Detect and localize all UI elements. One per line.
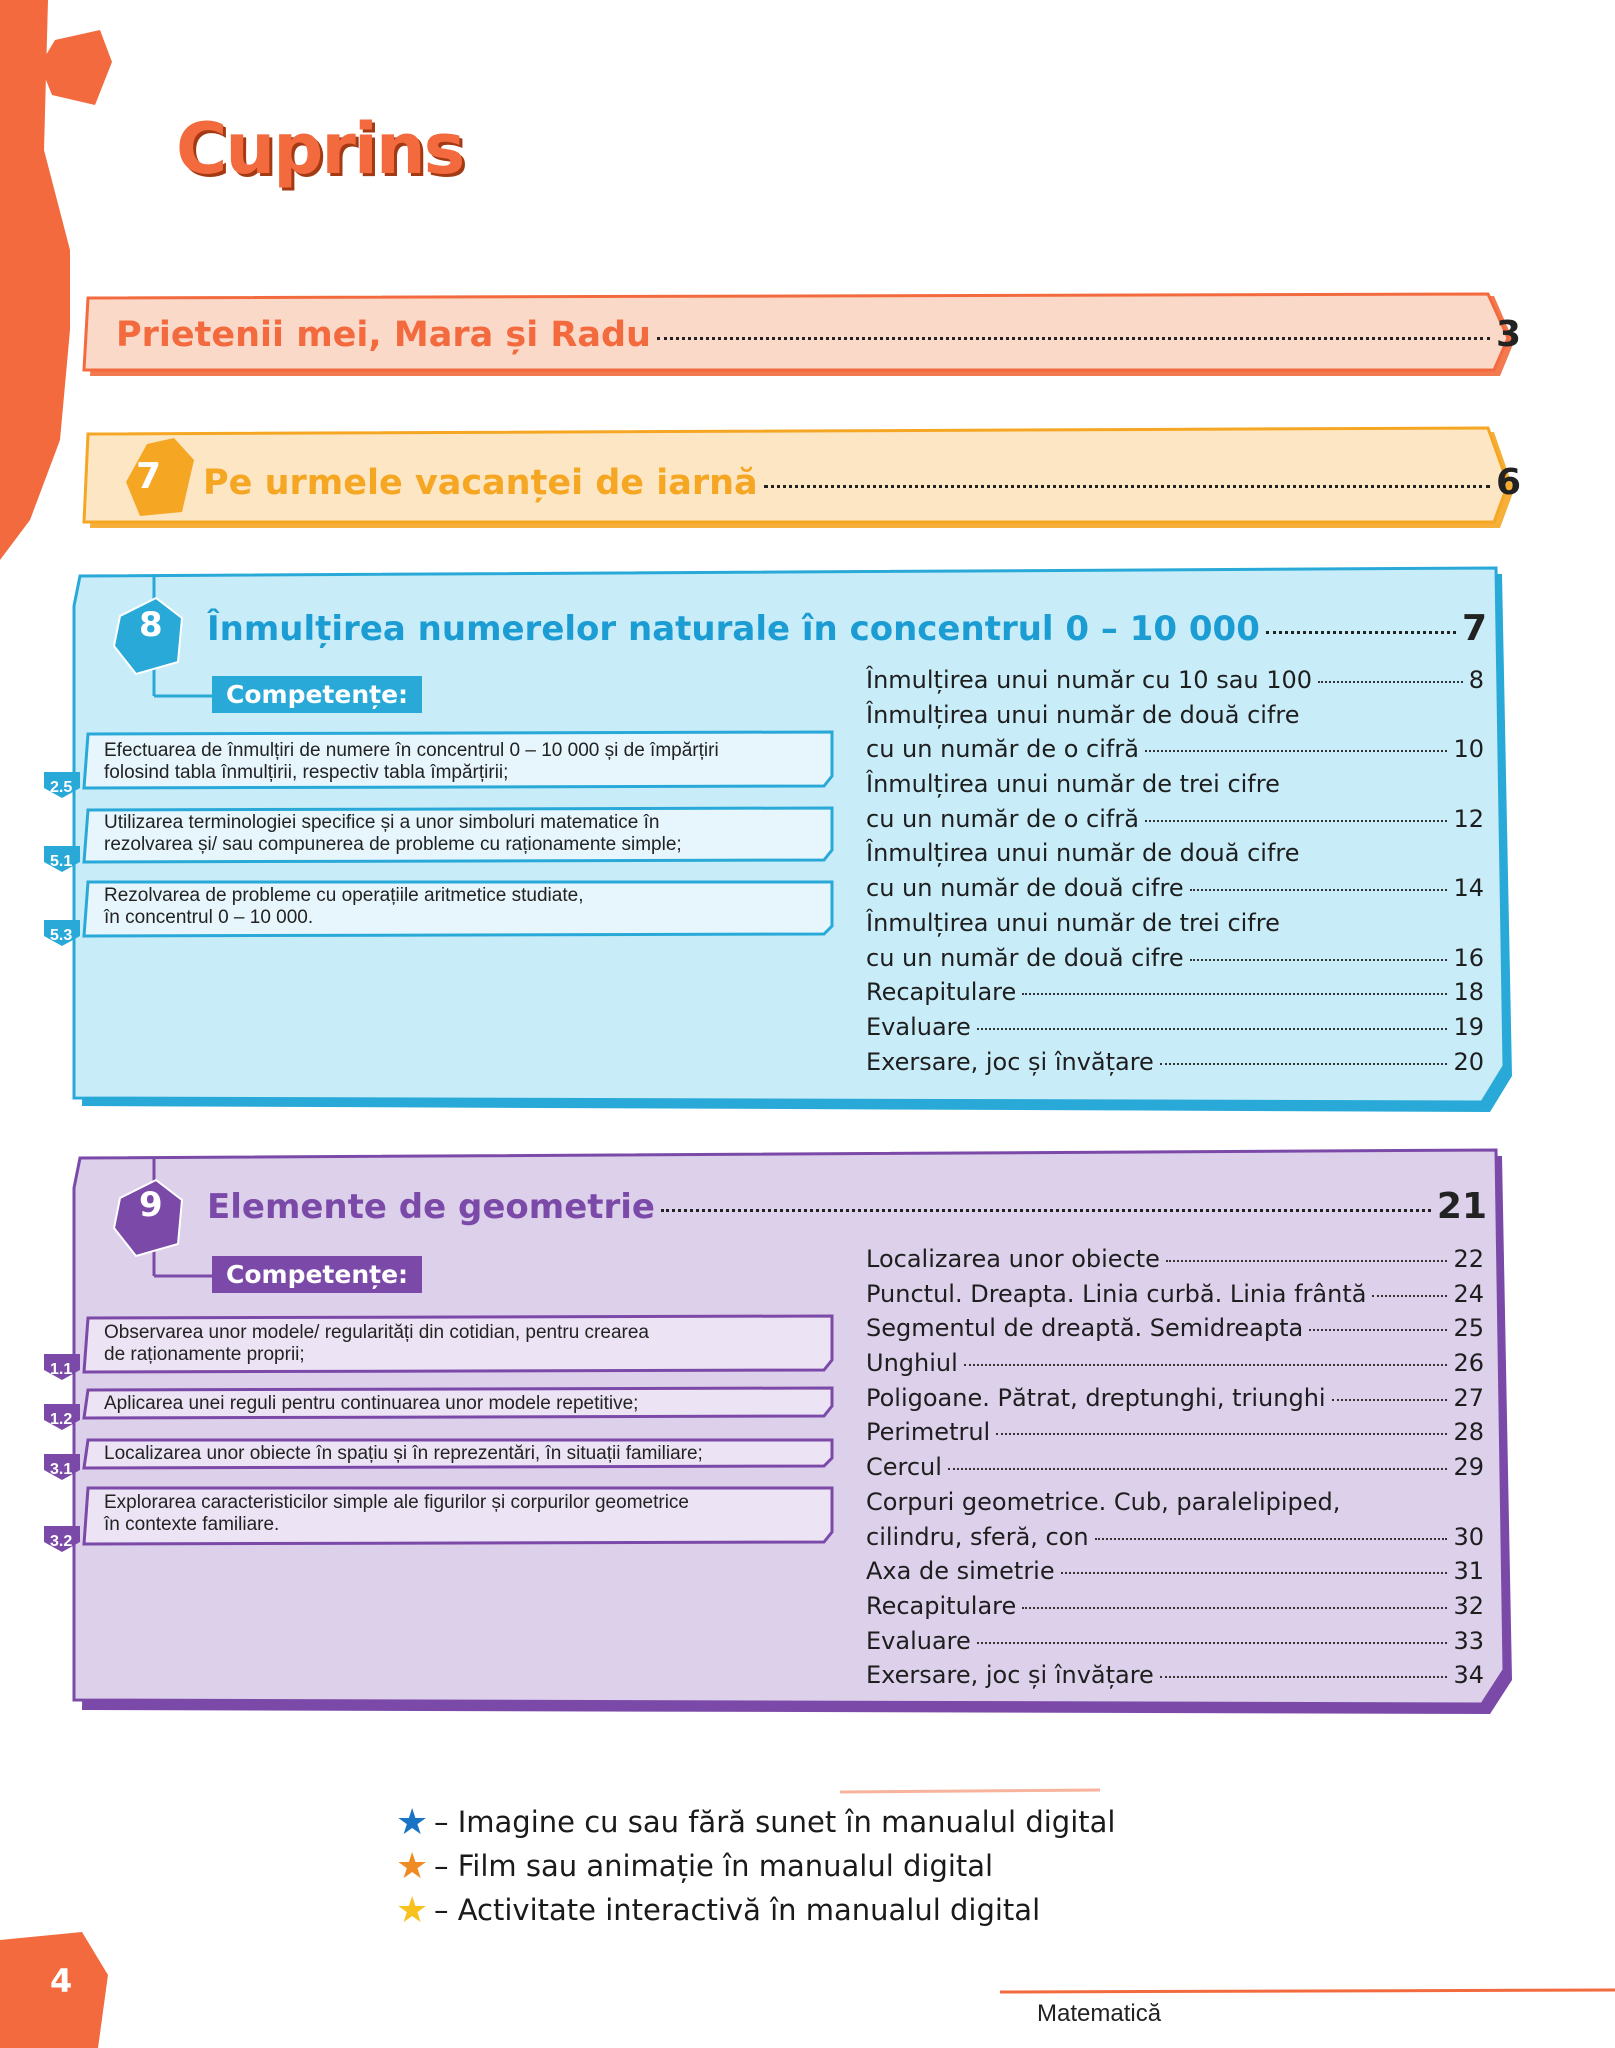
svg-text:5.3: 5.3 [50,927,73,944]
leader-dots [661,1209,1431,1212]
unit9-title: Elemente de geometrie [207,1187,655,1227]
leader-dots [657,337,1490,340]
unit8-page: 7 [1461,608,1487,649]
unit8-competente-label: Competențe: [212,676,422,713]
toc-item-heading: Înmulțirea unui număr de două cifre [866,839,1300,868]
legend-item: ★ – Film sau animație în manualul digital [396,1845,994,1887]
star-yellow-icon: ★ [396,1889,429,1931]
svg-text:3.1: 3.1 [50,1461,73,1478]
competence-item: Observarea unor modele/ regularități din cotidian, pentru crearea de raționamente proprii; [104,1322,649,1365]
toc-item[interactable]: Segmentul de dreaptă. Semidreapta 25 [866,1314,1484,1343]
toc-item[interactable]: Înmulțirea unui număr cu 10 sau 100 8 [866,666,1484,694]
star-orange-icon: ★ [396,1845,429,1887]
unit9-lesson-list [866,1245,1484,1696]
toc-item[interactable]: Evaluare 33 [866,1626,1484,1655]
footer-subject: Matematică [1037,2000,1162,2027]
toc-item[interactable]: cu un număr de două cifre 16 [866,943,1484,972]
svg-text:1.1: 1.1 [50,1361,73,1378]
intro-entry[interactable] [116,314,1521,355]
svg-text:1.2: 1.2 [50,1411,73,1428]
unit8-title: Înmulțirea numerelor naturale în concentrul 0 – 10 000 [207,609,1260,649]
competence-item: Aplicarea unei reguli pentru continuarea unor modele repetitive; [104,1393,639,1414]
toc-item[interactable]: cu un număr de o cifră 10 [866,735,1484,764]
toc-item-heading: Înmulțirea unui număr de trei cifre [866,908,1280,937]
unit7-page: 6 [1495,462,1521,503]
unit9-competente-label: Competențe: [212,1256,422,1293]
intro-title: Prietenii mei, Mara și Radu [116,315,651,355]
toc-item-heading: Înmulțirea unui număr de trei cifre [866,770,1280,799]
toc-item[interactable]: Recapitulare 32 [866,1591,1484,1620]
toc-item[interactable]: Localizarea unor obiecte 22 [866,1245,1484,1273]
unit9-entry[interactable] [207,1186,1487,1227]
unit8-number: 8 [139,605,163,645]
toc-item[interactable]: Exersare, joc și învățare 20 [866,1047,1484,1076]
star-blue-icon: ★ [396,1801,429,1843]
svg-text:5.1: 5.1 [50,853,73,870]
toc-item[interactable]: Poligoane. Pătrat, dreptunghi, triunghi 27 [866,1383,1484,1412]
pentagon-decoration [40,30,112,105]
toc-item[interactable]: Perimetrul 28 [866,1418,1484,1447]
page-title: Cuprins [176,108,464,190]
competence-item: Efectuarea de înmulțiri de numere în concentrul 0 – 10 000 și de împărțiri folosind tabla înmulțirii, respectiv tabla împărțirii; [104,740,719,783]
unit9-page: 21 [1436,1186,1487,1227]
competence-item: Utilizarea terminologiei specifice și a unor simboluri matematice în rezolvarea și/ sau compunerea de probleme cu raționamente simple; [104,812,682,855]
toc-item[interactable]: Evaluare 19 [866,1012,1484,1041]
toc-item[interactable]: Exersare, joc și învățare 34 [866,1661,1484,1690]
legend-item: ★ – Imagine cu sau fără sunet în manualul digital [396,1801,1116,1843]
legend-item: ★ – Activitate interactivă în manualul digital [396,1889,1041,1931]
unit8-lesson-list [866,666,1484,1082]
unit7-entry[interactable] [203,462,1521,503]
toc-item-heading: Înmulțirea unui număr de două cifre [866,700,1300,729]
legend [396,1800,1115,1932]
unit8-entry[interactable] [207,608,1487,649]
toc-item[interactable]: cilindru, sferă, con 30 [866,1522,1484,1551]
leader-dots [1266,631,1456,634]
intro-page: 3 [1495,314,1521,355]
unit7-title: Pe urmele vacanței de iarnă [203,463,758,503]
svg-text:3.2: 3.2 [50,1533,73,1550]
unit9-number: 9 [139,1185,163,1225]
toc-item[interactable]: Punctul. Dreapta. Linia curbă. Linia frântă 24 [866,1279,1484,1308]
toc-item[interactable]: Cercul 29 [866,1453,1484,1482]
toc-item[interactable]: cu un număr de două cifre 14 [866,874,1484,903]
svg-text:2.5: 2.5 [50,779,73,796]
competence-item: Rezolvarea de probleme cu operațiile aritmetice studiate, în concentrul 0 – 10 000. [104,885,584,928]
toc-item-heading: Corpuri geometrice. Cub, paralelipiped, [866,1487,1341,1516]
toc-item[interactable]: Unghiul 26 [866,1349,1484,1378]
toc-item[interactable]: Axa de simetrie 31 [866,1557,1484,1586]
toc-item[interactable]: Recapitulare 18 [866,978,1484,1007]
page-number: 4 [50,1962,73,2000]
leader-dots [764,485,1490,488]
toc-item[interactable]: cu un număr de o cifră 12 [866,804,1484,833]
competence-item: Localizarea unor obiecte în spațiu și în reprezentări, în situații familiare; [104,1443,703,1464]
competence-item: Explorarea caracteristicilor simple ale figurilor și corpurilor geometrice în contexte familiare. [104,1492,689,1535]
unit7-number: 7 [136,456,162,497]
